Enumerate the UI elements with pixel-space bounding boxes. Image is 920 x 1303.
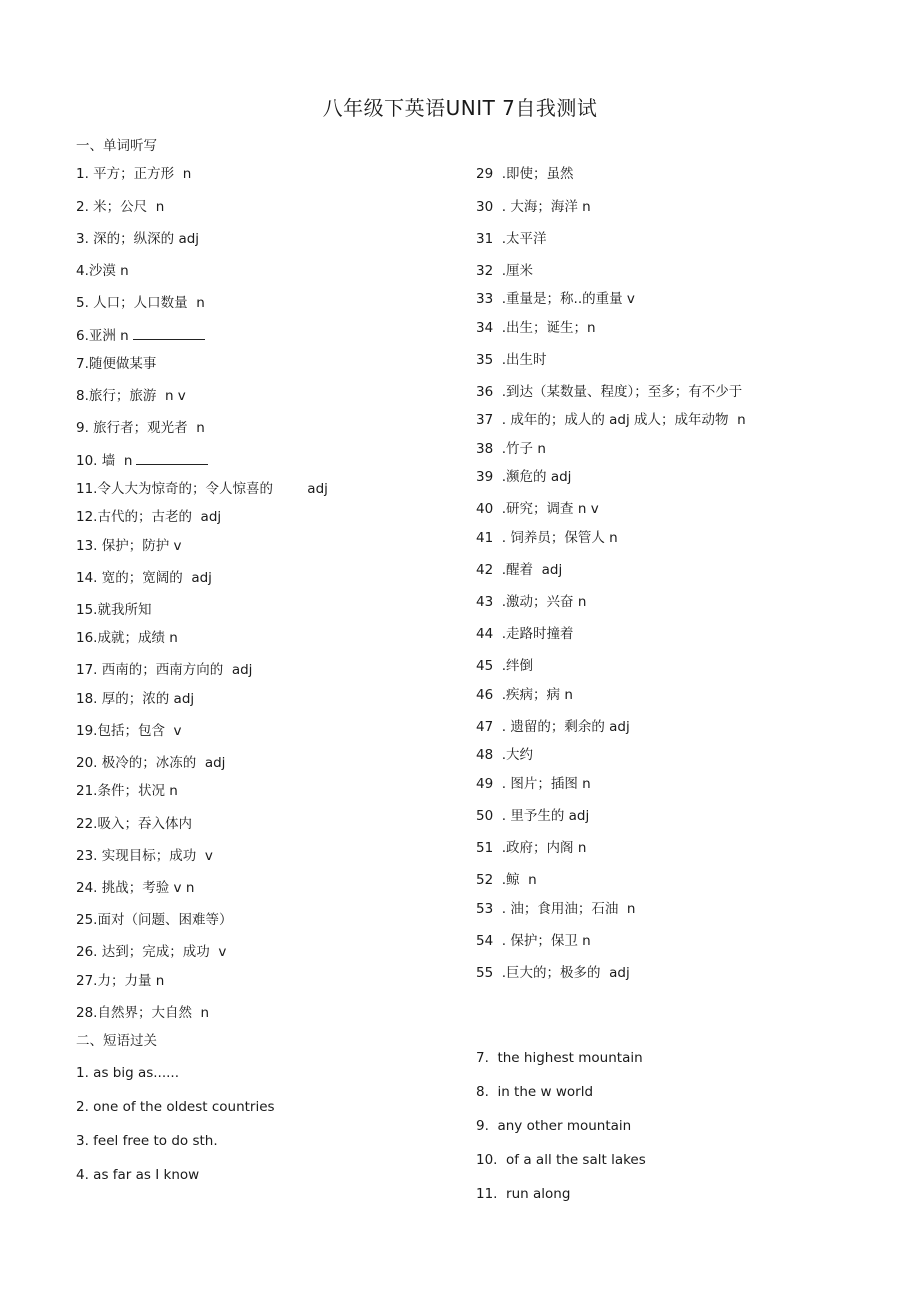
phrase-item: 10. of a all the salt lakes xyxy=(476,1152,646,1168)
vocab-item: 12.古代的；古老的 adj xyxy=(76,509,222,525)
vocab-item: 11.令人大为惊奇的；令人惊喜的 adj xyxy=(76,481,328,497)
vocab-item: 30 . 大海；海洋 n xyxy=(476,199,591,215)
vocab-item: 20. 极冷的；冰冻的 adj xyxy=(76,755,226,771)
vocab-item: 52 .鲸 n xyxy=(476,872,537,888)
vocab-item: 31 .太平洋 xyxy=(476,231,547,247)
vocab-item: 17. 西南的；西南方向的 adj xyxy=(76,662,253,678)
vocab-item: 7.随便做某事 xyxy=(76,356,157,372)
phrase-item: 9. any other mountain xyxy=(476,1118,632,1134)
vocab-item: 14. 宽的；宽阔的 adj xyxy=(76,570,212,586)
answer-blank-line xyxy=(136,452,208,465)
vocab-item: 9. 旅行者；观光者 n xyxy=(76,420,205,436)
vocab-item: 37 . 成年的；成人的 adj 成人；成年动物 n xyxy=(476,412,746,428)
vocab-item: 55 .巨大的；极多的 adj xyxy=(476,965,630,981)
page-title: 八年级下英语UNIT 7自我测试 xyxy=(322,96,598,120)
vocab-item: 54 . 保护；保卫 n xyxy=(476,933,591,949)
vocab-item: 6.亚洲 n xyxy=(76,327,205,345)
vocab-item: 50 . 里予生的 adj xyxy=(476,808,590,824)
phrase-item: 8. in the w world xyxy=(476,1084,594,1100)
vocab-item: 5. 人口；人口数量 n xyxy=(76,295,205,311)
phrase-item: 1. as big as...... xyxy=(76,1065,180,1081)
vocab-item: 15.就我所知 xyxy=(76,602,152,618)
vocab-item: 16.成就；成绩 n xyxy=(76,630,178,646)
section2-heading: 二、短语过关 xyxy=(76,1033,157,1049)
vocab-item: 49 . 图片；插图 n xyxy=(476,776,591,792)
phrase-item: 4. as far as I know xyxy=(76,1167,200,1183)
vocab-item: 13. 保护；防护 v xyxy=(76,538,182,554)
vocab-item: 19.包括；包含 v xyxy=(76,723,182,739)
vocab-item: 45 .绊倒 xyxy=(476,658,534,674)
vocab-item: 51 .政府；内阁 n xyxy=(476,840,587,856)
vocab-item: 25.面对（问题、困难等） xyxy=(76,912,233,928)
vocab-item: 22.吸入；吞入体内 xyxy=(76,816,192,832)
vocab-item: 3. 深的；纵深的 adj xyxy=(76,231,200,247)
vocab-item: 10. 墙 n xyxy=(76,452,208,470)
vocab-item: 8.旅行；旅游 n v xyxy=(76,388,186,404)
phrase-item: 3. feel free to do sth. xyxy=(76,1133,218,1149)
answer-blank-line xyxy=(133,327,205,340)
vocab-item: 18. 厚的；浓的 adj xyxy=(76,691,195,707)
vocab-item: 21.条件；状况 n xyxy=(76,783,178,799)
vocab-item: 48 .大约 xyxy=(476,747,534,763)
vocab-item: 43 .激动；兴奋 n xyxy=(476,594,587,610)
vocab-item: 24. 挑战；考验 v n xyxy=(76,880,195,896)
vocab-item: 36 .到达（某数量、程度）；至多；有不少于 xyxy=(476,384,743,400)
vocab-item: 46 .疾病；病 n xyxy=(476,687,573,703)
vocab-item: 40 .研究；调查 n v xyxy=(476,501,599,517)
vocab-item: 27.力；力量 n xyxy=(76,973,165,989)
vocab-item: 38 .竹子 n xyxy=(476,441,546,457)
section1-heading: 一、单词听写 xyxy=(76,138,157,154)
vocab-item: 44 .走路时撞着 xyxy=(476,626,574,642)
vocab-item: 39 .濒危的 adj xyxy=(476,469,572,485)
phrase-item: 2. one of the oldest countries xyxy=(76,1099,275,1115)
vocab-item: 23. 实现目标；成功 v xyxy=(76,848,213,864)
vocab-item: 28.自然界；大自然 n xyxy=(76,1005,210,1021)
phrase-item: 11. run along xyxy=(476,1186,571,1202)
vocab-item: 53 . 油；食用油；石油 n xyxy=(476,901,636,917)
vocab-item: 32 .厘米 xyxy=(476,263,534,279)
vocab-item: 1. 平方；正方形 n xyxy=(76,166,192,182)
vocab-item: 34 .出生；诞生；n xyxy=(476,320,596,336)
vocab-item: 41 . 饲养员；保管人 n xyxy=(476,530,618,546)
vocab-item: 35 .出生时 xyxy=(476,352,547,368)
vocab-item: 33 .重量是；称..的重量 v xyxy=(476,291,635,307)
phrase-item: 7. the highest mountain xyxy=(476,1050,643,1066)
vocab-item: 26. 达到；完成；成功 v xyxy=(76,944,227,960)
vocab-item: 29 .即使；虽然 xyxy=(476,166,574,182)
vocab-item: 42 .醒着 adj xyxy=(476,562,563,578)
vocab-item: 4.沙漠 n xyxy=(76,263,129,279)
vocab-item: 2. 米；公尺 n xyxy=(76,199,165,215)
vocab-item: 47 . 遗留的；剩余的 adj xyxy=(476,719,630,735)
